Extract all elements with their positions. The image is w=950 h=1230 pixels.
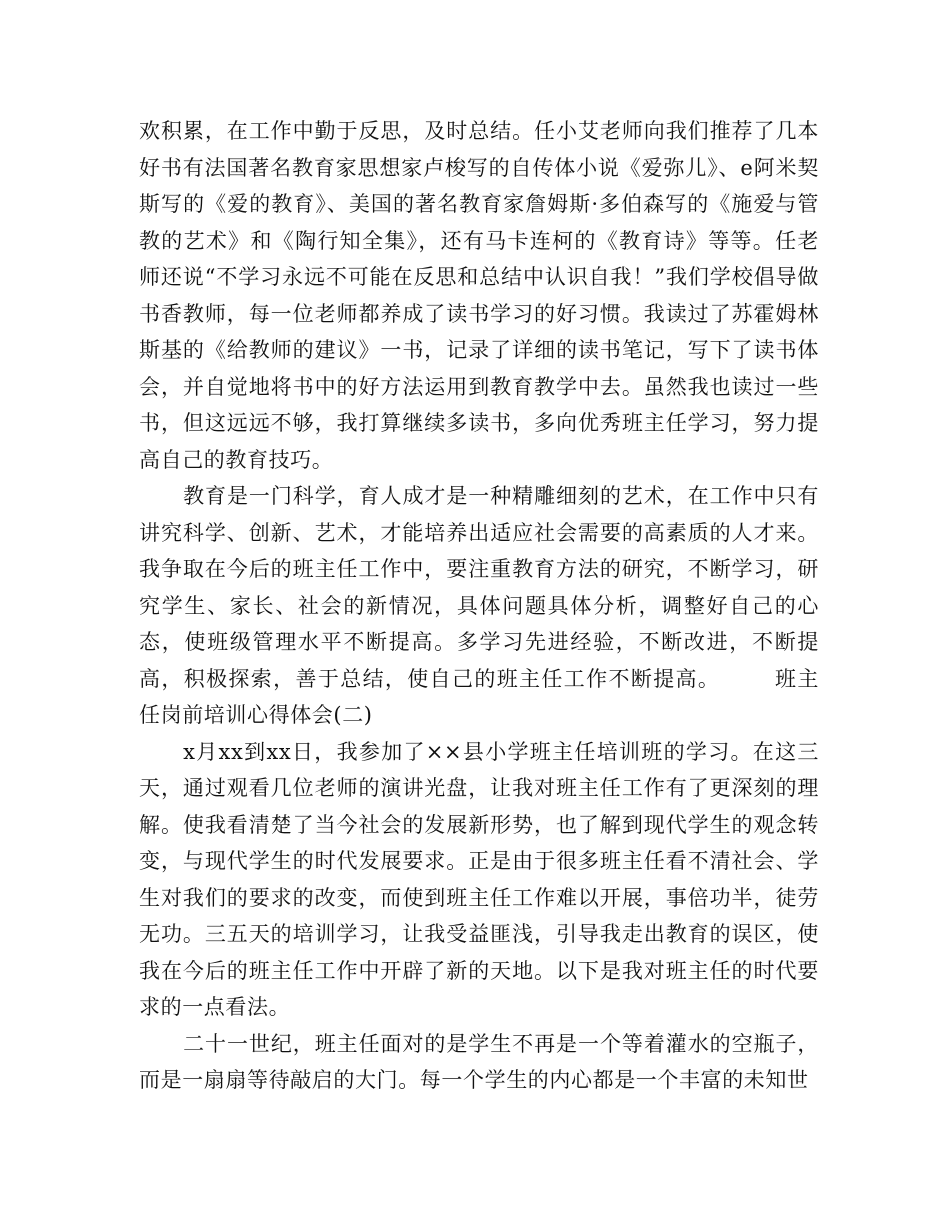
paragraph-text: 欢积累，在工作中勤于反思，及时总结。任小艾老师向我们推荐了几本好书有法国著名教育家思想家卢梭写的自传体小说《爱弥儿》、e阿米契斯写的《爱的教育》、美国的著名教育家詹姆斯·多伯森写的《施爱与管教的艺术》和《陶行知全集》，还有马卡连柯的《教育诗》等等。任老师还说“不学习永远不可能在反思和总结中认识自我！”我们学校倡导做书香教师，每一位老师都养成了读书学习的好习惯。我读过了苏霍姆林斯基的《给教师的建议》一书，记录了详细的读书笔记，写下了读书体会，并自觉地将书中的好方法运用到教育教学中去。虽然我也读过一些书，但这远远不够，我打算继续多读书，多向优秀班主任学习，努力提高自己的教育技巧。 — [139, 119, 819, 472]
section-heading: 班主任岗前培训心得体会(二) — [139, 666, 819, 727]
paragraph-text: x月xx到xx日，我参加了××县小学班主任培训班的学习。在这三天，通过观看几位老师的演讲光盘，让我对班主任工作有了更深刻的理解。使我看清楚了当今社会的发展新形势，也了解到现代学生的观念转变，与现代学生的时代发展要求。正是由于很多班主任看不清社会、学生对我们的要求的改变，而使到班主任工作难以开展，事倍功半，徒劳无功。三五天的培训学习，让我受益匪浅，引导我走出教育的误区，使我在今后的班主任工作中开辟了新的天地。以下是我对班主任的时代要求的一点看法。 — [139, 739, 819, 1019]
paragraph-reading-reflection — [139, 113, 819, 478]
paragraph-training-experience — [139, 734, 819, 1026]
paragraph-text: 教育是一门科学，育人成才是一种精雕细刻的艺术，在工作中只有讲究科学、创新、艺术，才能培养出适应社会需要的高素质的人才来。我争取在今后的班主任工作中，要注重教育方法的研究，不断学习，研究学生、家长、社会的新情况，具体问题具体分析，调整好自己的心态，使班级管理水平不断提高。多学习先进经验，不断改进，不断提高，积极探索，善于总结，使自己的班主任工作不断提高。 — [139, 484, 819, 691]
paragraph-twenty-first-century — [139, 1026, 819, 1099]
document-body — [139, 113, 819, 1099]
paragraph-education-science — [139, 478, 819, 734]
paragraph-text: 二十一世纪，班主任面对的是学生不再是一个等着灌水的空瓶子，而是一扇扇等待敲启的大门。每一个学生的内心都是一个丰富的未知世 — [139, 1031, 819, 1092]
